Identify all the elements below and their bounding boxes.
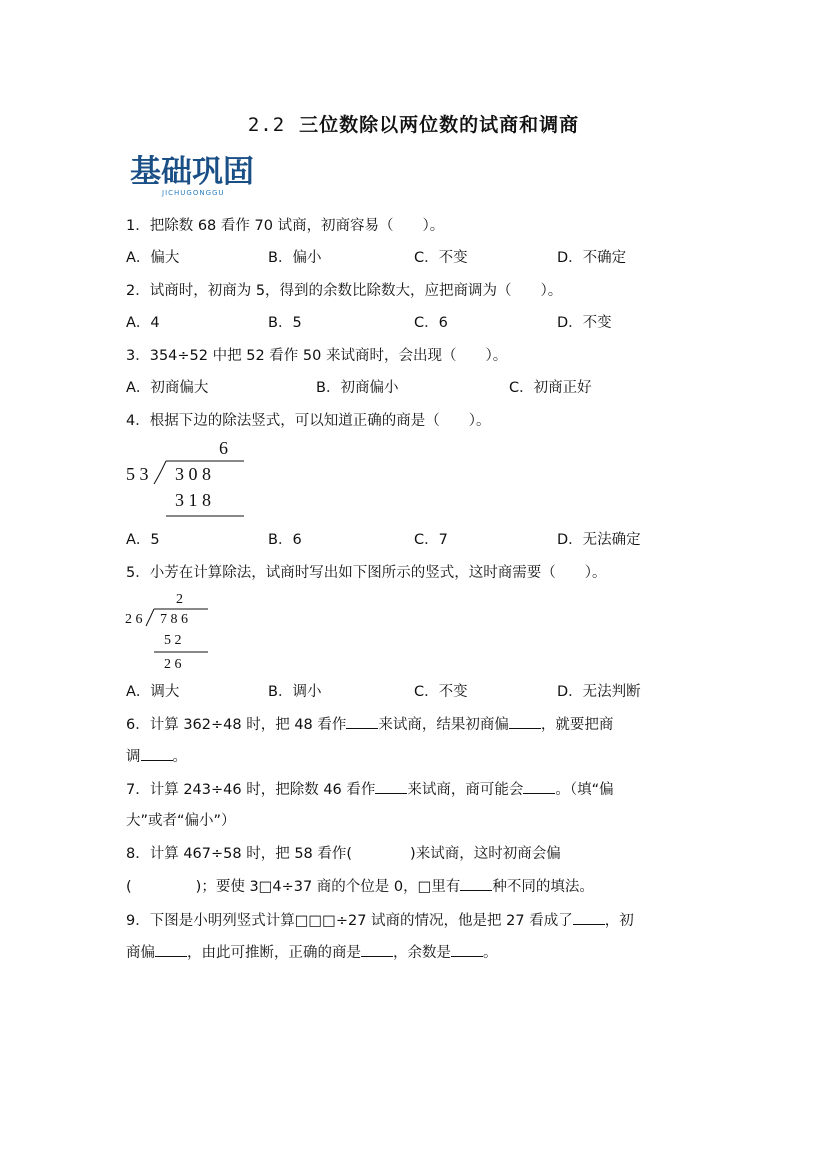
- question-9-line1: [126, 910, 634, 931]
- q2-option-c[interactable]: C．6: [414, 315, 448, 331]
- q5-quotient: 2: [176, 592, 183, 607]
- q2-option-b[interactable]: B．5: [268, 315, 302, 331]
- q8-blank-1[interactable]: [460, 876, 492, 891]
- q4-option-c[interactable]: C．7: [414, 532, 448, 548]
- q9-text-e: ，余数是: [393, 945, 451, 961]
- question-6-line1: [126, 714, 613, 735]
- q4-option-b[interactable]: B．6: [268, 532, 302, 548]
- q9-text-b: ，初: [604, 913, 634, 929]
- q6-blank-3[interactable]: [141, 746, 173, 761]
- logo-sub-text: JICHUGONGGU: [162, 189, 225, 197]
- question-9-line2: [126, 942, 498, 963]
- q6-text-c: ，就要把商: [540, 717, 614, 733]
- q6-blank-1[interactable]: [346, 714, 378, 729]
- q8-text-d: )；要使 3□4÷37 商的个位是 0，□里有: [195, 879, 461, 895]
- q5-option-a[interactable]: A．调大: [126, 684, 180, 700]
- q3-option-b[interactable]: B．初商偏小: [316, 380, 399, 396]
- logo-main-text: 基础巩固: [130, 154, 254, 190]
- q9-blank-1[interactable]: [573, 910, 605, 925]
- page-title: [0, 110, 827, 137]
- section-title: 三位数除以两位数的试商和调商: [299, 114, 580, 136]
- division-figure-5: [122, 588, 214, 674]
- question-1: 1．把除数 68 看作 70 试商，初商容易（ ）。: [126, 218, 445, 234]
- q1-option-c[interactable]: C．不变: [414, 250, 468, 266]
- q9-blank-4[interactable]: [451, 942, 483, 957]
- q7-blank-1[interactable]: [375, 779, 407, 794]
- q6-blank-2[interactable]: [509, 714, 541, 729]
- q9-blank-3[interactable]: [361, 942, 393, 957]
- section-number: 2.2: [247, 114, 286, 136]
- q7-text-b: 来试商，商可能会: [407, 782, 524, 798]
- q9-text-d: ，由此可推断，正确的商是: [187, 945, 361, 961]
- q4-divisor: 5 3: [126, 464, 149, 484]
- q7-text-c: 。（填“偏: [555, 782, 614, 798]
- q8-text-b: )来试商，这时初商会偏: [410, 846, 561, 862]
- q4-product: 3 1 8: [175, 490, 211, 510]
- q5-divisor: 2 6: [125, 612, 143, 627]
- q6-text-e: 。: [172, 749, 187, 765]
- question-8-line1: [126, 844, 561, 864]
- q6-text-b: 来试商，结果初商偏: [378, 717, 509, 733]
- q5-product: 5 2: [164, 633, 182, 648]
- q6-text-a: 6．计算 362÷48 时，把 48 看作: [126, 717, 347, 733]
- q5-bracket-curve: [146, 609, 154, 626]
- question-6-line2: [126, 746, 187, 767]
- question-4: 4．根据下边的除法竖式，可以知道正确的商是（ ）。: [126, 413, 491, 429]
- q9-text-f: 。: [483, 945, 498, 961]
- q7-blank-2[interactable]: [523, 779, 555, 794]
- q3-option-a[interactable]: A．初商偏大: [126, 380, 209, 396]
- question-8-line2: [126, 876, 594, 897]
- q4-bracket-curve: [154, 461, 166, 484]
- q9-blank-2[interactable]: [155, 942, 187, 957]
- question-7-line1: [126, 779, 614, 800]
- q1-option-a[interactable]: A．偏大: [126, 250, 180, 266]
- q1-option-b[interactable]: B．偏小: [268, 250, 322, 266]
- q8-text-a: 8．计算 467÷58 时，把 58 看作(: [126, 846, 353, 862]
- q8-text-c: (: [126, 879, 132, 895]
- q2-option-d[interactable]: D．不变: [557, 315, 612, 331]
- question-2: 2．试商时，初商为 5，得到的余数比除数大，应把商调为（ ）。: [126, 283, 563, 299]
- q9-text-c: 商偏: [126, 945, 155, 961]
- q5-option-b[interactable]: B．调小: [268, 684, 322, 700]
- q5-dividend: 7 8 6: [160, 612, 188, 627]
- q5-option-c[interactable]: C．不变: [414, 684, 468, 700]
- q4-option-d[interactable]: D．无法确定: [557, 532, 641, 548]
- q1-option-d[interactable]: D．不确定: [557, 250, 627, 266]
- q5-option-d[interactable]: D．无法判断: [557, 684, 641, 700]
- q9-text-a: 9．下图是小明列竖式计算□□□÷27 试商的情况，他是把 27 看成了: [126, 913, 573, 929]
- q7-text-a: 7．计算 243÷46 时，把除数 46 看作: [126, 782, 376, 798]
- q4-option-a[interactable]: A．5: [126, 532, 160, 548]
- q8-text-e: 种不同的填法。: [492, 879, 594, 895]
- q4-quotient: 6: [219, 438, 228, 458]
- logo-jichugonggu: [128, 148, 278, 200]
- question-5: 5．小芳在计算除法，试商时写出如下图所示的竖式，这时商需要（ ）。: [126, 565, 607, 581]
- q2-option-a[interactable]: A．4: [126, 315, 160, 331]
- q5-remainder: 2 6: [164, 657, 182, 672]
- q4-dividend: 3 0 8: [175, 464, 211, 484]
- q3-option-c[interactable]: C．初商正好: [509, 380, 592, 396]
- question-7-line2: 大”或者“偏小”）: [126, 813, 236, 829]
- division-figure-4: [122, 436, 252, 522]
- question-3: 3．354÷52 中把 52 看作 50 来试商时，会出现（ ）。: [126, 348, 508, 364]
- q6-text-d: 调: [126, 749, 141, 765]
